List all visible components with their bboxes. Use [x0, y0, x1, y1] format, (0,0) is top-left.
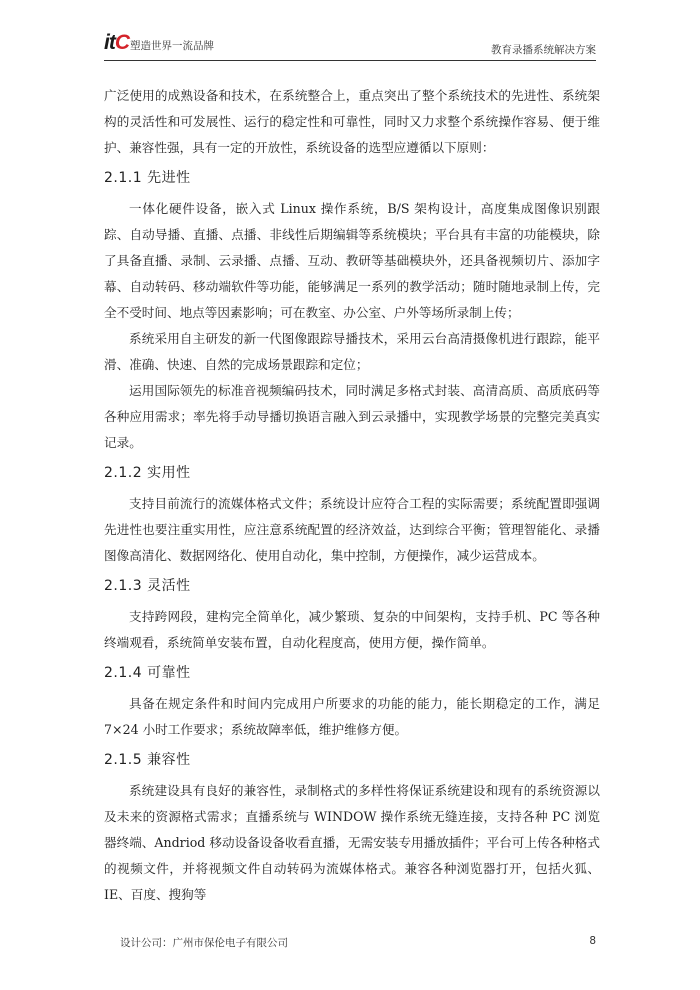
- footer-company: 设计公司：广州市保伦电子有限公司: [120, 937, 288, 949]
- document-title: 教育录播系统解决方案: [491, 44, 596, 56]
- page-content: [104, 83, 600, 908]
- paragraph: 系统采用自主研发的新一代图像跟踪导播技术，采用云台高清摄像机进行跟踪，能平滑、准确、快速、自然的完成场景跟踪和定位；: [104, 331, 600, 372]
- paragraph: 支持目前流行的流媒体格式文件；系统设计应符合工程的实际需要；系统配置即强调先进性也要注重实用性，应注意系统配置的经济效益，达到综合平衡；管理智能化、录播图像高清化、数据网络化、使用自动化，集中控制，方便操作，减少运营成本。: [104, 496, 600, 563]
- paragraph: 系统建设具有良好的兼容性，录制格式的多样性将保证系统建设和现有的系统资源以及未来的资源格式需求；直播系统与 WINDOW 操作系统无缝连接，支持各种 PC 浏览器终端、Andriod 移动设备设备收看直播，无需安装专用播放插件；平台可上传各种格式的视频文件，并将视频文件自动转码为流媒体格式。兼容各种浏览器打开，包括火狐、IE、百度、搜狗等: [104, 783, 600, 902]
- paragraph: 一体化硬件设备，嵌入式 Linux 操作系统，B/S 架构设计，高度集成图像识别跟踪、自动导播、直播、点播、非线性后期编辑等系统模块；平台具有丰富的功能模块，除了具备直播、录制、云录播、点播、互动、教研等基础模块外，还具备视频切片、添加字幕、自动转码、移动端软件等功能，能够满足一系列的教学活动；随时随地录制上传，完全不受时间、地点等因素影响；可在教室、办公室、户外等场所录制上传；: [104, 201, 600, 320]
- paragraph: 具备在规定条件和时间内完成用户所要求的功能的能力，能长期稳定的工作，满足 7×24 小时工作要求；系统故障率低，维护维修方便。: [104, 696, 600, 737]
- itc-logo: [104, 32, 214, 54]
- page-number: 8: [589, 935, 596, 947]
- paragraph: 运用国际领先的标准音视频编码技术，同时满足多格式封装、高清高质、高质底码等各种应用需求；率先将手动导播切换语言融入到云录播中，实现教学场景的完整完美真实记录。: [104, 383, 600, 450]
- section-heading-practicality: 2.1.2 实用性: [104, 465, 191, 481]
- intro-paragraph: 广泛使用的成熟设备和技术，在系统整合上，重点突出了整个系统技术的先进性、系统架构的灵活性和可发展性、运行的稳定性和可靠性，同时又力求整个系统操作容易、便于维护、兼容性强，具有一定的开放性，系统设备的选型应遵循以下原则：: [104, 88, 600, 155]
- logo-mark: [104, 32, 129, 54]
- section-heading-reliability: 2.1.4 可靠性: [104, 665, 191, 681]
- section-heading-advanced: 2.1.1 先进性: [104, 170, 191, 186]
- logo-slogan: 塑造世界一流品牌: [130, 40, 215, 52]
- logo-letter-i: i: [104, 31, 109, 54]
- logo-letter-t: t: [108, 31, 115, 54]
- section-heading-flexibility: 2.1.3 灵活性: [104, 578, 191, 594]
- section-heading-compatibility: 2.1.5 兼容性: [104, 752, 191, 768]
- paragraph: 支持跨网段，建构完全简单化，减少繁琐、复杂的中间架构，支持手机、PC 等各种终端观看，系统简单安装布置，自动化程度高，使用方便，操作简单。: [104, 609, 600, 650]
- logo-letter-c: C: [114, 31, 130, 54]
- page-header: [104, 32, 596, 61]
